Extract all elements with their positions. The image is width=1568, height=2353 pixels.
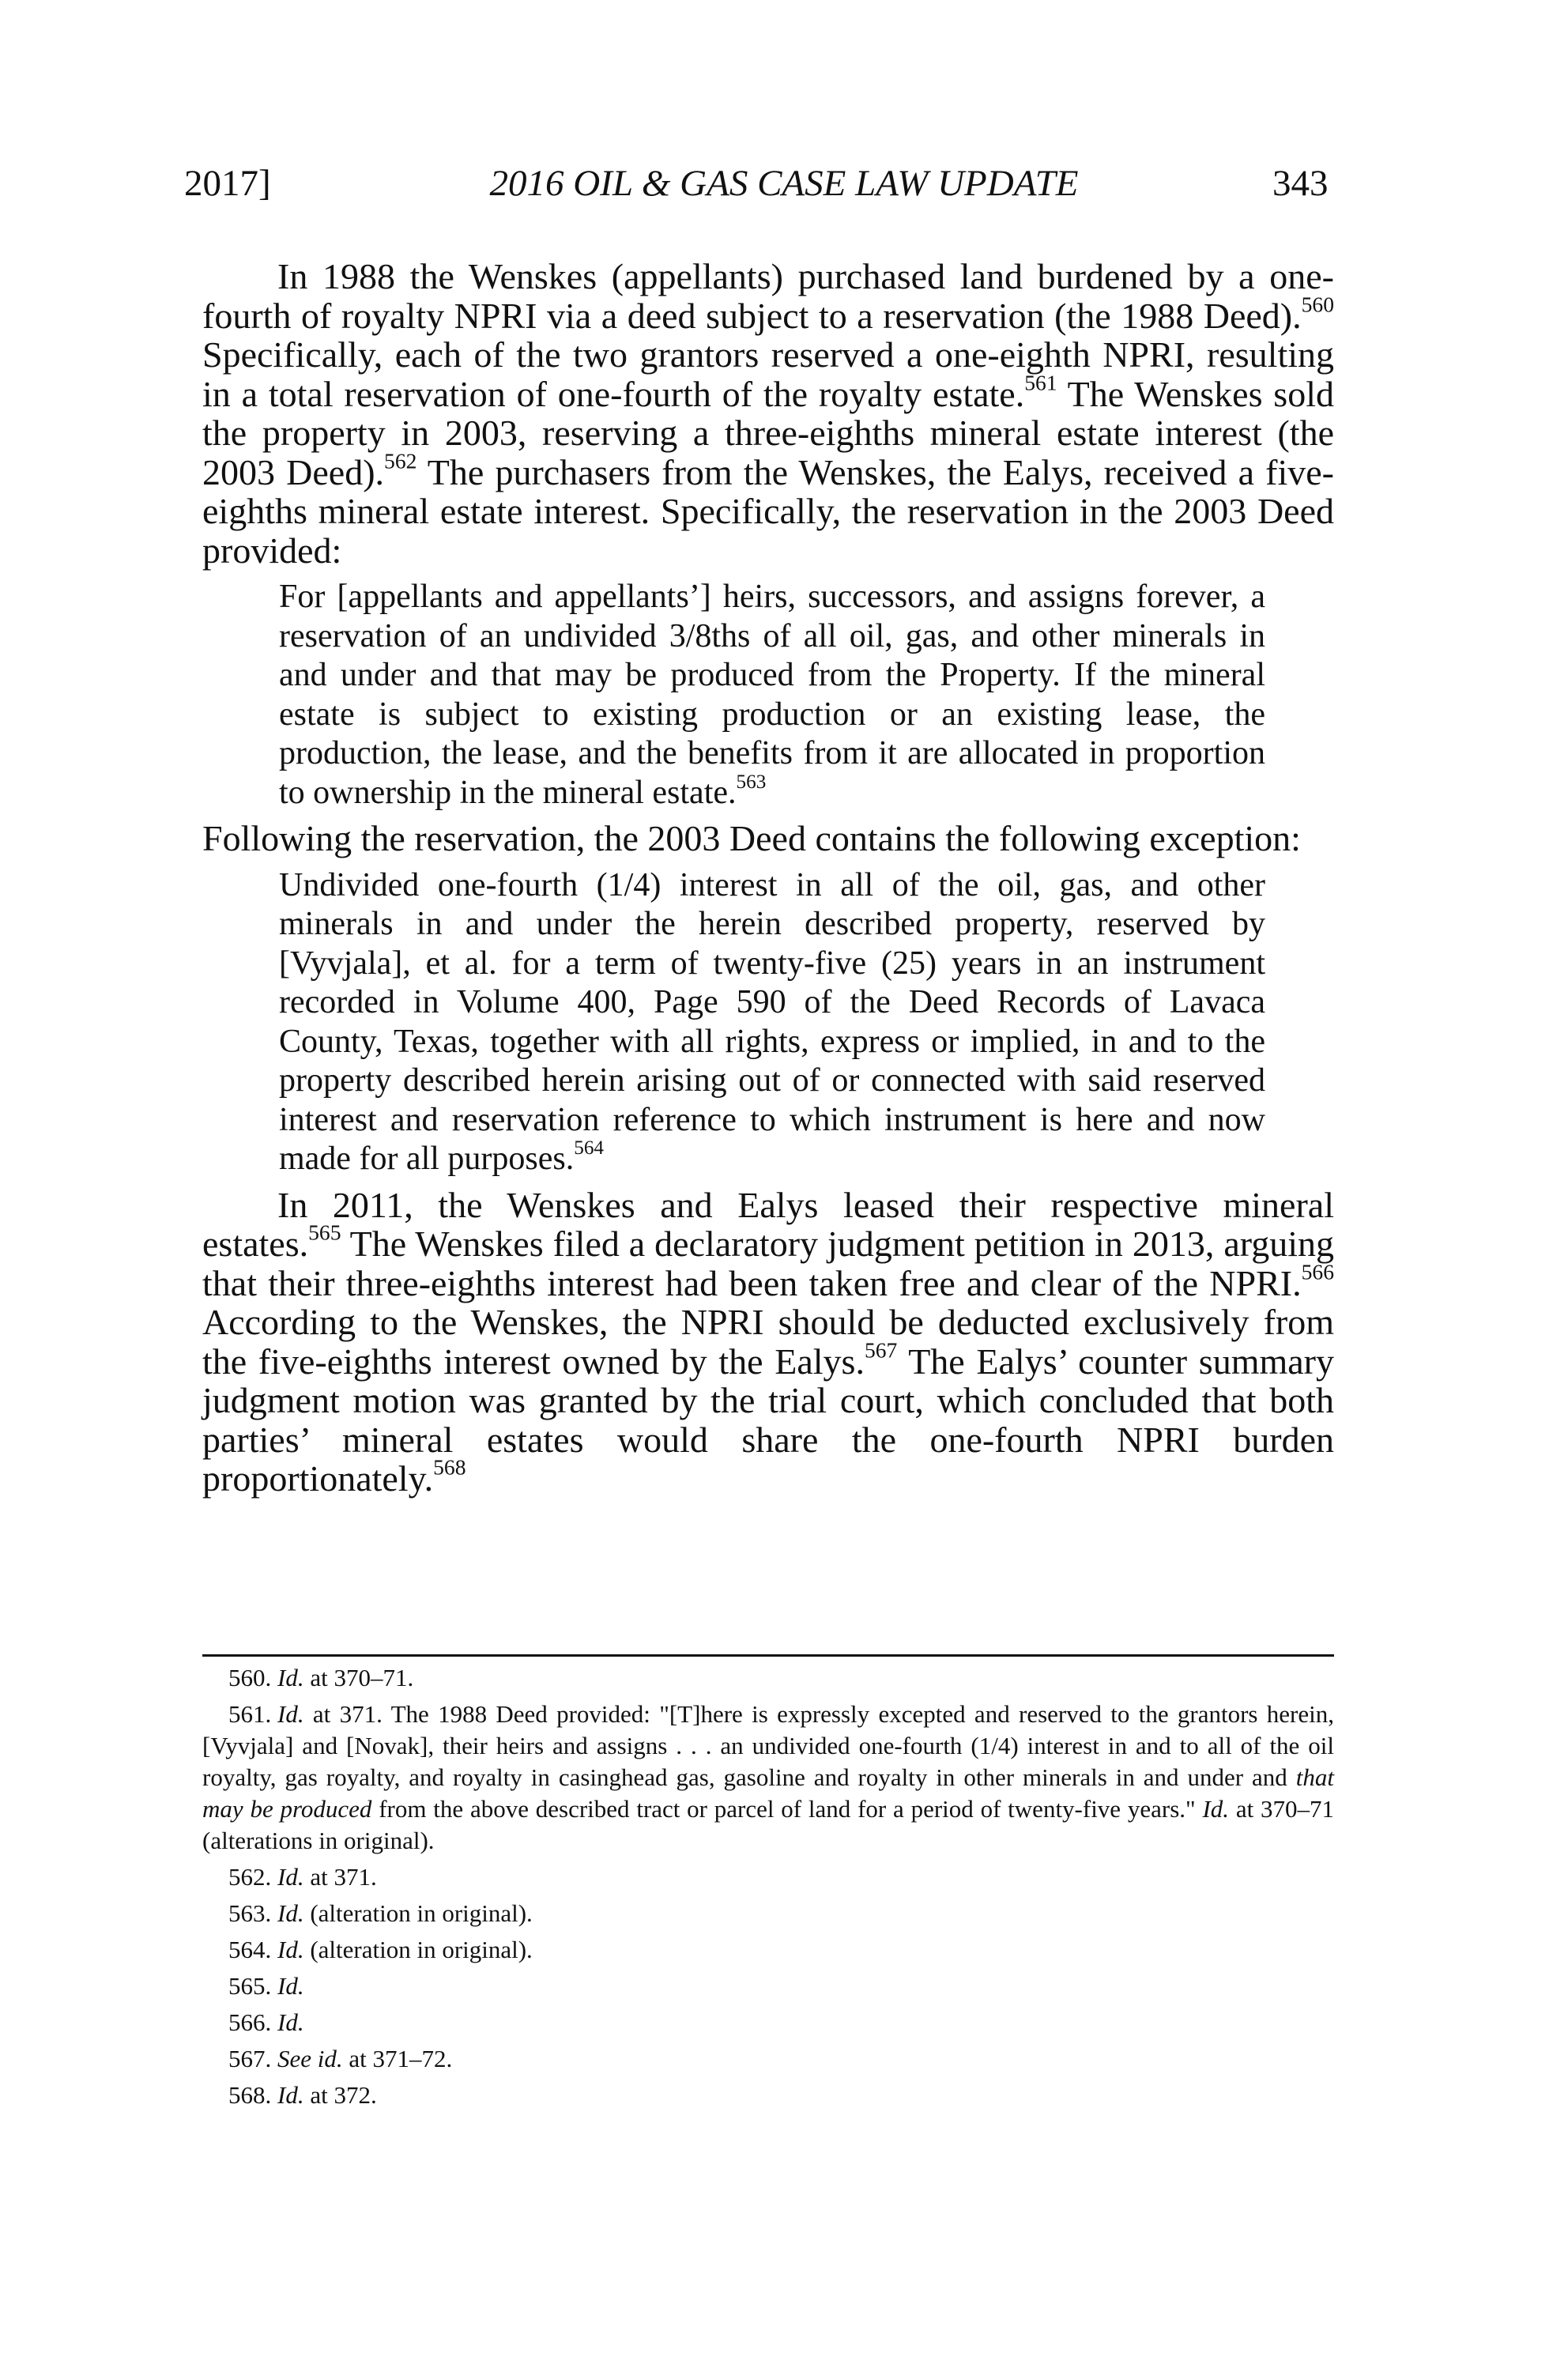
citation-signal: Id. xyxy=(277,2008,304,2036)
paragraph-1 xyxy=(202,257,1334,570)
footnote-ref[interactable]: 560 xyxy=(1301,291,1334,316)
footnote-number: 567. xyxy=(228,2045,272,2072)
block-quote-2 xyxy=(279,866,1265,1179)
header-title: 2016 OIL & GAS CASE LAW UPDATE xyxy=(489,163,1079,204)
footnote-ref[interactable]: 564 xyxy=(574,1137,605,1160)
footnote-number: 566. xyxy=(228,2008,272,2036)
text-run: Specifically, each of the two grantors reserved a one-eighth NPRI, resulting in a total reservation of one-fourth of the royalty estate. xyxy=(202,334,1334,414)
paragraph-2: Following the reservation, the 2003 Deed contains the following exception: xyxy=(202,818,1301,858)
footnote-563 xyxy=(202,1898,1334,1929)
footnote-number: 563. xyxy=(228,1899,272,1927)
citation-signal: Id. xyxy=(277,1936,304,1963)
footnote-566 xyxy=(202,2007,1334,2038)
text-run: The Wenskes filed a declaratory judgment petition in 2013, arguing that their three-eighths interest had been taken free and clear of the NPRI. xyxy=(202,1224,1334,1303)
text-run: The Ealys’ counter summary judgment motion was granted by the trial court, which concluded that both parties’ mineral estates would share the one-fourth NPRI burden proportionately. xyxy=(202,1341,1334,1499)
footnote-ref[interactable]: 565 xyxy=(308,1220,341,1245)
footnote-567 xyxy=(202,2043,1334,2075)
quote-text: For [appellants and appellants’] heirs, successors, and assigns forever, a reservation of an undivided 3/8ths of all oil, gas, and other minerals in and under and that may be produced from the Property. If the mineral estate is subject to existing production or an existing lease, the production, the lease, and the benefits from it are allocated in proportion to ownership in the mineral estate. xyxy=(279,579,1265,811)
text-run: According to the Wenskes, the NPRI should be deducted exclusively from the five-eighths interest owned by the Ealys. xyxy=(202,1302,1334,1382)
footnote-562 xyxy=(202,1861,1334,1893)
footnote-divider xyxy=(202,1654,1334,1657)
running-header xyxy=(0,162,1568,209)
footnote-568 xyxy=(202,2080,1334,2111)
footnote-565 xyxy=(202,1970,1334,2002)
main-text xyxy=(202,257,1334,1499)
footnote-ref[interactable]: 566 xyxy=(1301,1258,1334,1284)
footnote-560 xyxy=(202,1662,1334,1694)
citation-signal: Id. xyxy=(277,1972,304,2000)
citation-signal: Id. xyxy=(1202,1795,1230,1823)
text-run: The Wenskes sold the property in 2003, reserving a three-eighths mineral estate interest (the 2003 Deed). xyxy=(202,373,1334,492)
citation-signal: Id. xyxy=(277,1700,304,1728)
footnote-text: at 370–71. xyxy=(303,1664,414,1691)
footnote-text: at 371. The 1988 Deed provided: "[T]here is expressly excepted and reserved to the grantors herein, [Vyvjala] and [Novak], their heirs and assigns . . . an undivided one-fourth (1/4) interest in and to all of the oil royalty, gas royalty, and royalty in casinghead gas, gasoline and royalty in other minerals in and under and xyxy=(202,1700,1334,1791)
footnote-text: at 370–71 (alterations in original). xyxy=(202,1795,1335,1854)
footnote-ref[interactable]: 562 xyxy=(384,447,417,473)
footnote-number: 562. xyxy=(228,1863,272,1891)
citation-signal: Id. xyxy=(277,1863,304,1891)
citation-signal: Id. xyxy=(277,1899,304,1927)
footnote-ref[interactable]: 568 xyxy=(433,1454,466,1480)
footnote-text: at 372. xyxy=(303,2081,377,2109)
footnote-564 xyxy=(202,1934,1334,1966)
page-number: 343 xyxy=(1272,163,1329,204)
footnote-number: 561. xyxy=(228,1700,272,1728)
footnote-ref[interactable]: 563 xyxy=(736,771,767,793)
text-run: The purchasers from the Wenskes, the Ealys, received a five-eighths mineral estate interest. Specifically, the reservation in the 2003 Deed provided: xyxy=(202,451,1334,571)
text-run: In 1988 the Wenskes (appellants) purchased land burdened by a one-fourth of royalty NPRI via a deed subject to a reservation (the 1988 Deed). xyxy=(202,256,1334,336)
footnote-text: at 371. xyxy=(303,1863,377,1891)
footnote-ref[interactable]: 561 xyxy=(1024,369,1057,394)
footnote-text: from the above described tract or parcel of land for a period of twenty-five years." xyxy=(371,1795,1203,1823)
paragraph-3 xyxy=(202,1186,1334,1499)
footnote-number: 565. xyxy=(228,1972,272,2000)
footnote-text: (alteration in original). xyxy=(303,1936,533,1963)
footnote-number: 568. xyxy=(228,2081,272,2109)
emphasis-text: that may be produced xyxy=(202,1763,1334,1823)
footnote-text: (alteration in original). xyxy=(303,1899,533,1927)
text-run: In 2011, the Wenskes and Ealys leased their respective mineral estates. xyxy=(202,1184,1334,1264)
citation-signal: See id. xyxy=(277,2045,343,2072)
citation-signal: Id. xyxy=(277,1664,304,1691)
footnote-number: 560. xyxy=(228,1664,272,1691)
quote-text: Undivided one-fourth (1/4) interest in all of the oil, gas, and other minerals in and under the herein described property, reserved by [Vyvjala], et al. for a term of twenty-five (25) years in an instrument recorded in Volume 400, Page 590 of the Deed Records of Lavaca County, Texas, together with all rights, express or implied, in and to the property described herein arising out of or connected with said reserved interest and reservation reference to which instrument is here and now made for all purposes. xyxy=(279,866,1265,1177)
block-quote-1 xyxy=(279,578,1265,813)
footnote-number: 564. xyxy=(228,1936,272,1963)
footnotes xyxy=(202,1662,1334,2116)
footnote-ref[interactable]: 567 xyxy=(864,1337,898,1362)
header-year: 2017] xyxy=(184,163,271,204)
footnote-text: at 371–72. xyxy=(342,2045,453,2072)
footnote-561 xyxy=(202,1699,1334,1857)
citation-signal: Id. xyxy=(277,2081,304,2109)
